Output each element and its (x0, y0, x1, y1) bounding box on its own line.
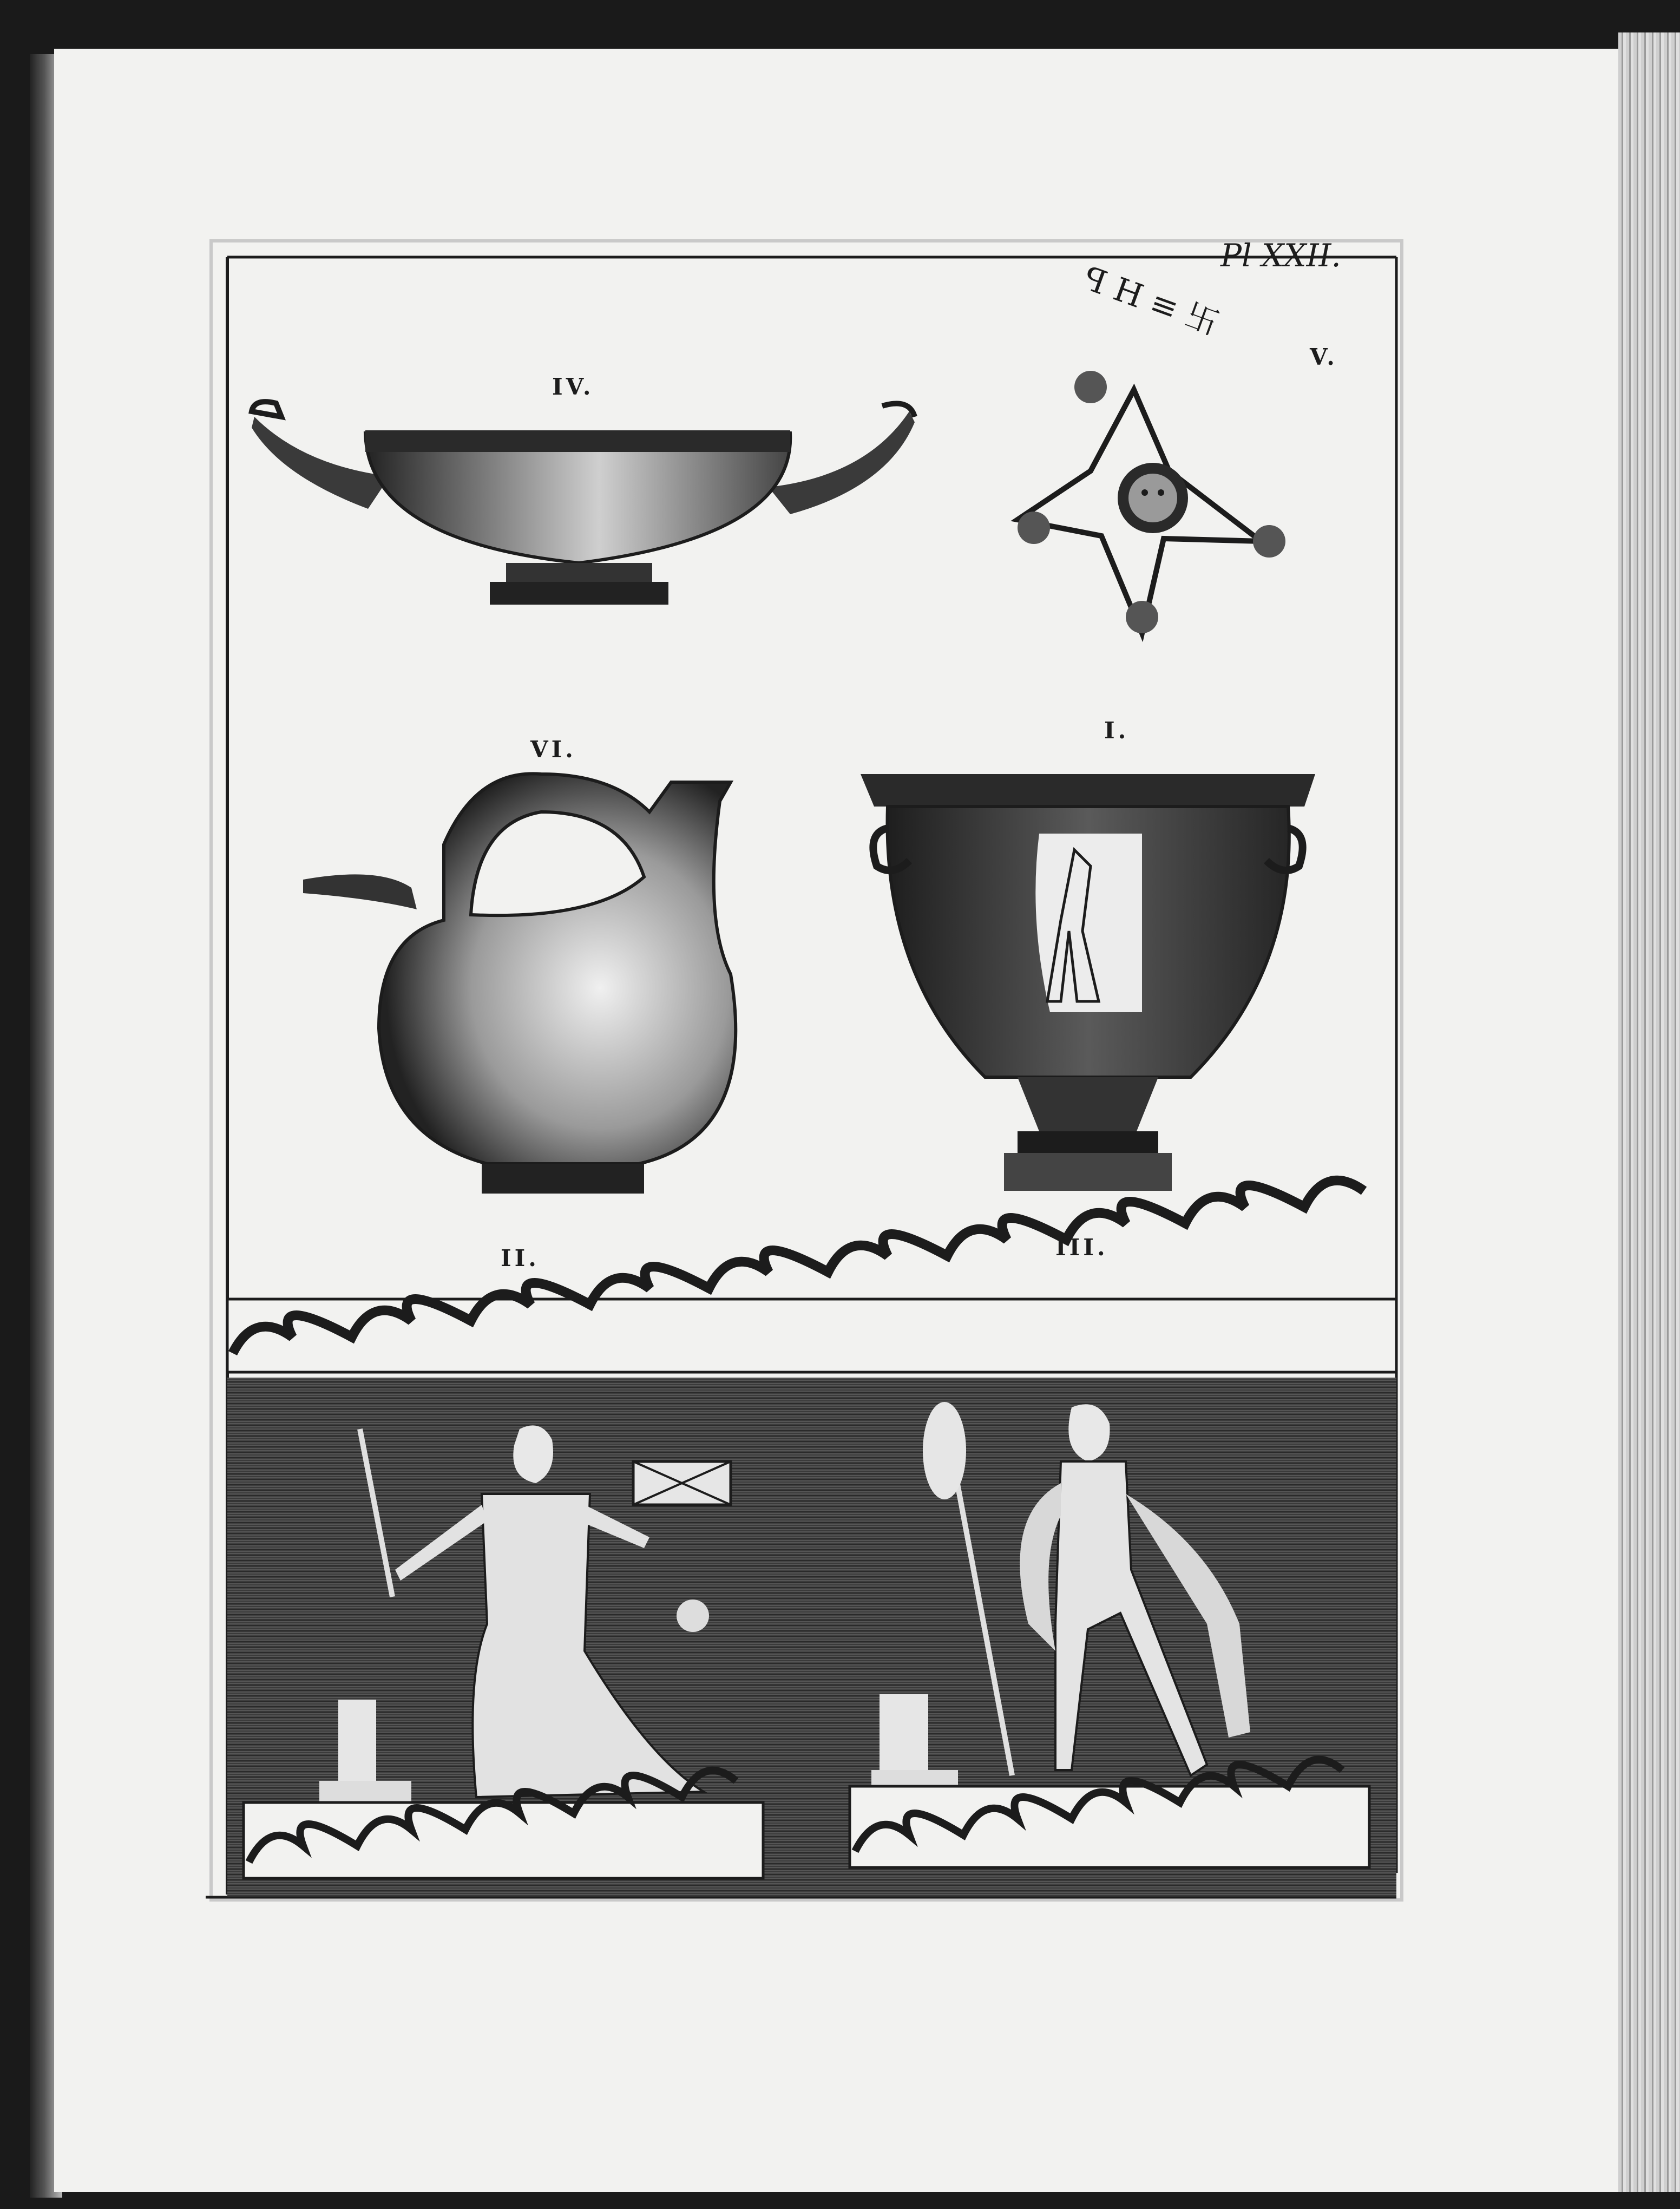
figure-label-iv: IV. (552, 373, 594, 400)
figure-label-ii: II. (501, 1245, 540, 1271)
spouted-vessel-icon (303, 774, 736, 1194)
figure-label-v: V. (1310, 344, 1338, 370)
painted-figures-frieze (227, 1378, 1396, 1897)
five-pointed-ornament-icon (1018, 259, 1285, 633)
svg-text:ꟼ H ≡ 卐: ꟼ H ≡ 卐 (1078, 259, 1224, 343)
two-handled-cup-icon (252, 402, 915, 605)
figure-label-vi: VI. (530, 736, 576, 763)
plate-number: Pl XXII. (1220, 237, 1341, 274)
wave-pattern-band (227, 1181, 1396, 1372)
bell-krater-icon (861, 774, 1315, 1191)
figure-label-i: I. (1104, 717, 1130, 744)
figure-label-iii: III. (1055, 1234, 1108, 1261)
